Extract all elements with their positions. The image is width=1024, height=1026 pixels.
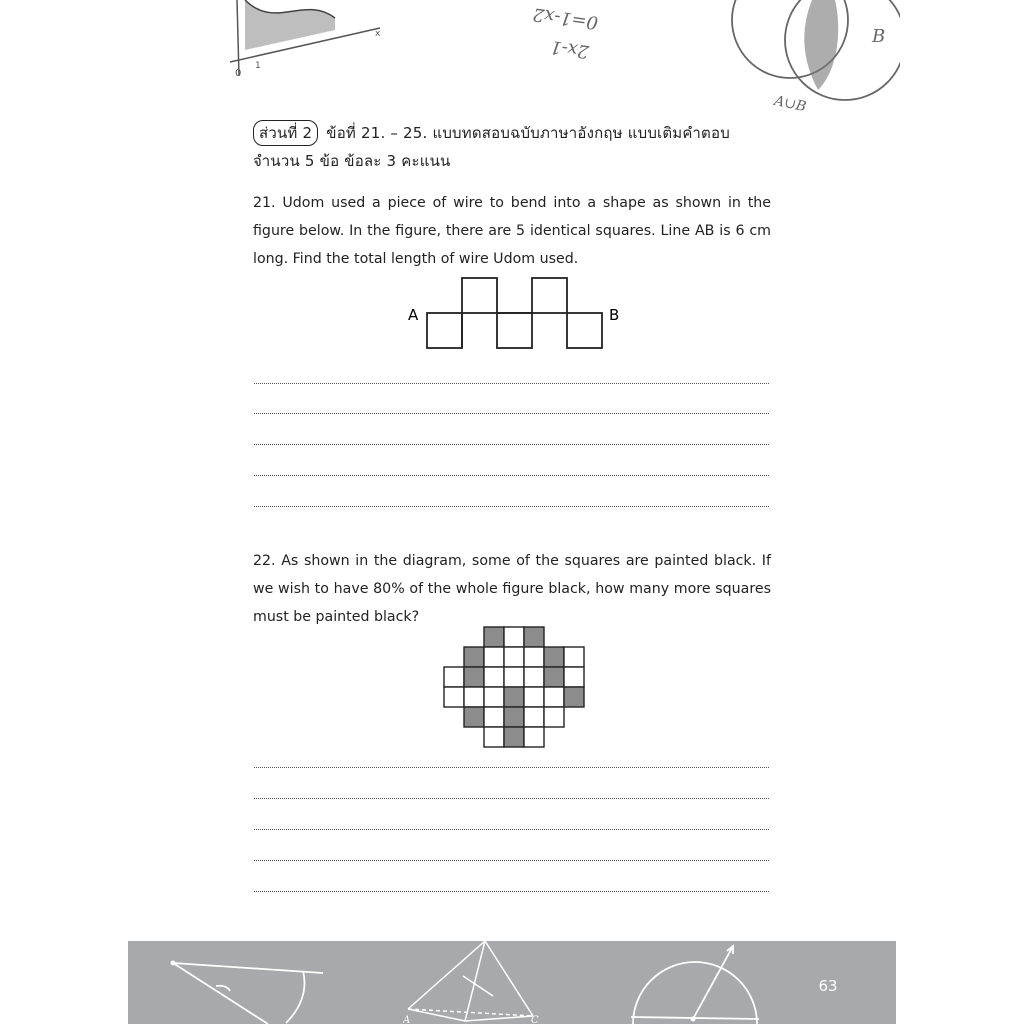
grid-square-painted [544, 667, 564, 687]
point-a-label: A [408, 306, 419, 324]
wire-squares-figure [405, 275, 630, 355]
formula-line-1: 2x-1 [548, 35, 591, 63]
answer-line[interactable] [254, 829, 769, 830]
grid-square-painted [484, 627, 504, 647]
answer-line[interactable] [254, 798, 769, 799]
painted-squares-grid [440, 624, 590, 750]
grid-square-white [564, 647, 584, 667]
svg-text:1: 1 [255, 61, 261, 71]
answer-line[interactable] [254, 891, 769, 892]
grid-square-painted [464, 707, 484, 727]
question-21-text: 21. Udom used a piece of wire to bend into a shape as shown in the figure below. In the figure, there are 5 identical squares. Line AB is 6 cm long. Find the total length of wire Udom used. [253, 195, 771, 267]
section-heading-line1 [253, 119, 773, 147]
answer-line[interactable] [254, 413, 769, 414]
grid-square-white [444, 667, 464, 687]
grid-square-white [524, 647, 544, 667]
circle-radius-sketch [623, 941, 763, 1024]
venn-diagram-sketch [720, 0, 900, 115]
grid-square-white [504, 627, 524, 647]
answer-line[interactable] [254, 860, 769, 861]
grid-square-painted [504, 727, 524, 747]
answer-line[interactable] [254, 383, 769, 384]
grid-square-white [524, 687, 544, 707]
page-footer [128, 941, 896, 1024]
svg-text:0: 0 [235, 68, 242, 79]
grid-square-white [484, 727, 504, 747]
formula-sketch [470, 0, 620, 90]
grid-square-white [464, 687, 484, 707]
answer-line[interactable] [254, 506, 769, 507]
graph-sketch [215, 0, 390, 80]
grid-square-white [484, 667, 504, 687]
grid-square-white [484, 647, 504, 667]
grid-square-painted [524, 627, 544, 647]
grid-square-white [504, 667, 524, 687]
venn-label-union: A∪B [772, 92, 808, 115]
point-b-label: B [609, 306, 620, 324]
grid-square-painted [464, 667, 484, 687]
grid-square-white [544, 707, 564, 727]
pyramid-sketch [403, 941, 543, 1024]
answer-line[interactable] [254, 444, 769, 445]
grid-square-white [544, 687, 564, 707]
section-scoring: จำนวน 5 ข้อ ข้อละ 3 คะแนน [253, 152, 451, 170]
svg-text:x: x [375, 29, 381, 39]
grid-square-painted [504, 707, 524, 727]
grid-square-painted [504, 687, 524, 707]
grid-square-white [524, 667, 544, 687]
grid-square-white [444, 687, 464, 707]
page-number: 63 [818, 977, 838, 995]
angle-sketch [168, 951, 338, 1026]
grid-square-white [524, 707, 544, 727]
section-heading [253, 119, 773, 175]
formula-line-2: 0=1-x2 [531, 3, 600, 34]
grid-square-white [504, 647, 524, 667]
grid-square-white [484, 687, 504, 707]
question-22-text: 22. As shown in the diagram, some of the squares are painted black. If we wish to have 80% of the whole figure black, how many more squares must be painted black? [253, 553, 771, 625]
venn-label-b: B [872, 26, 886, 47]
vertex-a-label: A [403, 1015, 411, 1024]
grid-square-white [524, 727, 544, 747]
answer-line[interactable] [254, 475, 769, 476]
grid-square-white [484, 707, 504, 727]
part-label: ส่วนที่ 2 [253, 120, 318, 146]
grid-square-white [564, 667, 584, 687]
answer-line[interactable] [254, 767, 769, 768]
grid-square-painted [464, 647, 484, 667]
grid-square-painted [544, 647, 564, 667]
vertex-c-label: C [531, 1015, 539, 1024]
section-title: ข้อที่ 21. – 25. แบบทดสอบฉบับภาษาอังกฤษ แบบเติมคำตอบ [326, 124, 730, 142]
grid-square-painted [564, 687, 584, 707]
